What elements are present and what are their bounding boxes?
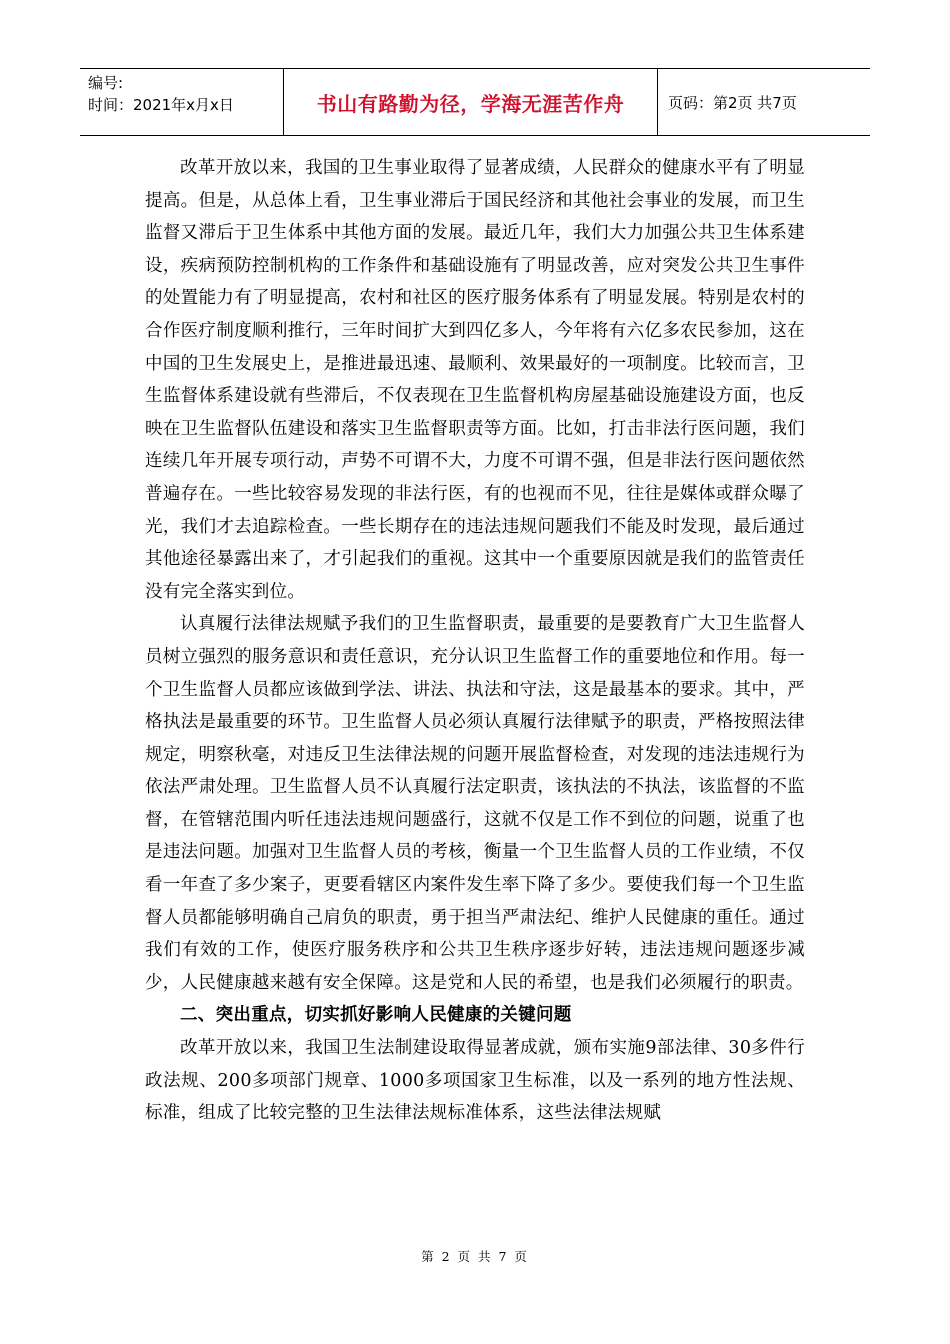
header-page-info: 页码：第2页 共7页 bbox=[668, 93, 797, 112]
body-paragraph: 认真履行法律法规赋予我们的卫生监督职责，最重要的是要教育广大卫生监督人员树立强烈的服务意识和责任意识，充分认识卫生监督工作的重要地位和作用。每一个卫生监督人员都应该做到学法、讲法、执法和守法，这是最基本的要求。其中，严格执法是最重要的环节。卫生监督人员必须认真履行法律赋予的职责，严格按照法律规定，明察秋毫，对违反卫生法律法规的问题开展监督检查，对发现的违法违规行为依法严肃处理。卫生监督人员不认真履行法定职责，该执法的不执法，该监督的不监督，在管辖范围内听任违法违规问题盛行，这就不仅是工作不到位的问题，说重了也是违法问题。加强对卫生监督人员的考核，衡量一个卫生监督人员的工作业绩，不仅看一年查了多少案子，更要看辖区内案件发生率下降了多少。要使我们每一个卫生监督人员都能够明确自己肩负的职责，勇于担当严肃法纪、维护人民健康的重任。通过我们有效的工作，使医疗服务秩序和公共卫生秩序逐步好转，违法违规问题逐步减少，人民健康越来越有安全保障。这是党和人民的希望，也是我们必须履行的职责。 bbox=[145, 614, 805, 993]
section-heading: 二、突出重点，切实抓好影响人民健康的关键问题 bbox=[180, 1005, 572, 1026]
date-label: 时间：2021年x月x日 bbox=[88, 96, 234, 114]
header-motto-cell bbox=[284, 69, 658, 135]
footer-page-number: 第 2 页 共 7 页 bbox=[421, 1249, 529, 1264]
page-footer bbox=[0, 1247, 950, 1265]
serial-number-label: 编号: bbox=[88, 74, 124, 92]
document-body bbox=[145, 152, 805, 1130]
document-header bbox=[80, 68, 870, 136]
header-meta-cell bbox=[80, 69, 284, 135]
body-paragraph: 改革开放以来，我国卫生法制建设取得显著成就，颁布实施9部法律、30多件行政法规、200多项部门规章、1000多项国家卫生标准，以及一系列的地方性法规、标准，组成了比较完整的卫生法律法规标准体系，这些法律法规赋 bbox=[145, 1038, 805, 1124]
header-page-cell bbox=[658, 69, 870, 135]
header-motto: 书山有路勤为径，学海无涯苦作舟 bbox=[316, 91, 625, 116]
body-paragraph: 改革开放以来，我国的卫生事业取得了显著成绩，人民群众的健康水平有了明显提高。但是，从总体上看，卫生事业滞后于国民经济和其他社会事业的发展，而卫生监督又滞后于卫生体系中其他方面的发展。最近几年，我们大力加强公共卫生体系建设，疾病预防控制机构的工作条件和基础设施有了明显改善，应对突发公共卫生事件的处置能力有了明显提高，农村和社区的医疗服务体系有了明显发展。特别是农村的合作医疗制度顺利推行，三年时间扩大到四亿多人，今年将有六亿多农民参加，这在中国的卫生发展史上，是推进最迅速、最顺利、效果最好的一项制度。比较而言，卫生监督体系建设就有些滞后，不仅表现在卫生监督机构房屋基础设施建设方面，也反映在卫生监督队伍建设和落实卫生监督职责等方面。比如，打击非法行医问题，我们连续几年开展专项行动，声势不可谓不大，力度不可谓不强，但是非法行医问题依然普遍存在。一些比较容易发现的非法行医，有的也视而不见，往往是媒体或群众曝了光，我们才去追踪检查。一些长期存在的违法违规问题我们不能及时发现，最后通过其他途径暴露出来了，才引起我们的重视。这其中一个重要原因就是我们的监管责任没有完全落实到位。 bbox=[145, 158, 805, 602]
